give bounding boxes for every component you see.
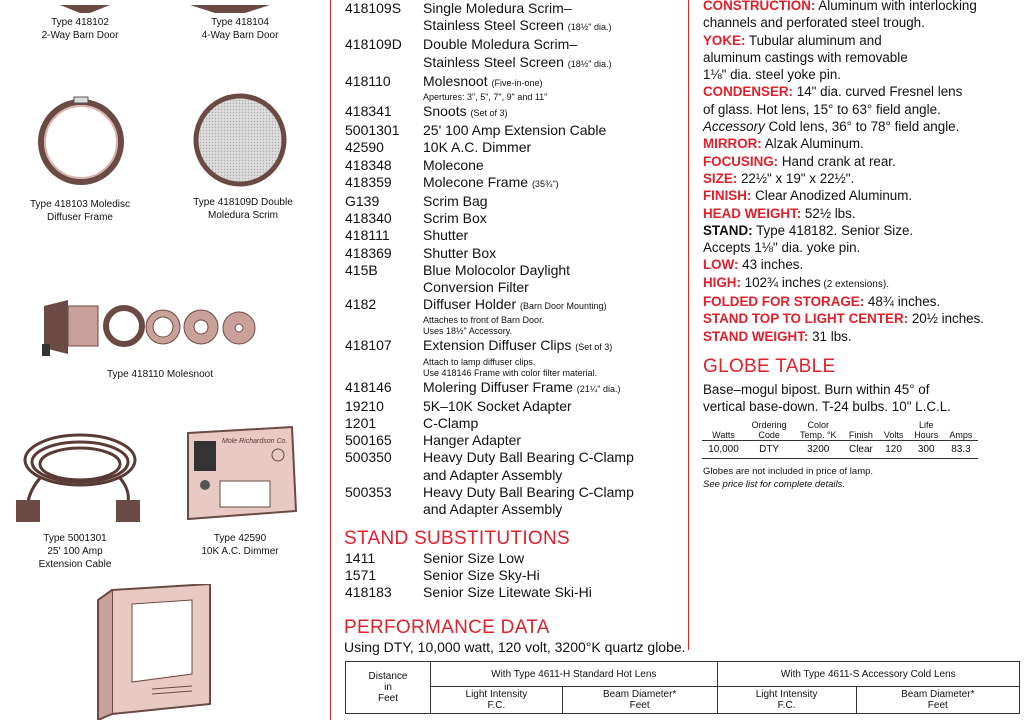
spec-text: 102¾ inches bbox=[740, 274, 821, 290]
globe-header-line: Temp. °K bbox=[799, 430, 837, 440]
accessory-line: Single Moledura Scrim– bbox=[423, 0, 572, 16]
accessory-note: (Barn Door Mounting) bbox=[520, 301, 607, 312]
globe-header-cell bbox=[793, 420, 843, 441]
accessory-number: 1201 bbox=[345, 415, 377, 432]
accessory-number: 418340 bbox=[345, 210, 392, 227]
accessory-item bbox=[345, 398, 685, 415]
spec-label: CONDENSER: bbox=[703, 84, 794, 100]
globe-header-cell bbox=[702, 420, 745, 441]
spec-line bbox=[703, 293, 1023, 310]
accessory-line: Heavy Duty Ball Bearing C-Clamp bbox=[423, 483, 634, 500]
spec-note: (2 extensions). bbox=[820, 278, 889, 290]
accessory-description bbox=[423, 398, 685, 415]
light-intensity-header: Light Intensity F.C. bbox=[431, 687, 563, 714]
accessory-subnote: Attaches to front of Barn Door. bbox=[423, 315, 545, 326]
accessory-line: 10K A.C. Dimmer bbox=[423, 139, 532, 156]
spec-label: FOCUSING: bbox=[703, 153, 779, 169]
spec-text: 20½ inches. bbox=[908, 311, 985, 327]
accessory-line: Snoots (Set of 3) bbox=[423, 103, 508, 120]
accessory-item bbox=[345, 0, 685, 36]
accessory-description bbox=[423, 210, 685, 227]
accessory-line: Scrim Box bbox=[423, 210, 487, 227]
specifications-list bbox=[703, 0, 1023, 345]
globe-note-italic: See price list for complete details. bbox=[703, 479, 846, 490]
spec-line bbox=[703, 135, 1023, 152]
accessory-line: Molesnoot (Five-in-one) bbox=[423, 72, 543, 89]
accessory-subnote: Attach to lamp diffuser clips. bbox=[423, 356, 536, 367]
accessory-description bbox=[423, 227, 685, 244]
caption-418102: Type 418102 2-Way Barn Door bbox=[41, 17, 119, 41]
stand-sub-row: 1571 Senior Size Sky-Hi bbox=[345, 567, 540, 584]
stand-sub-row: 418183 Senior Size Litewate Ski-Hi bbox=[345, 584, 592, 601]
accessory-note: (18½" dia.) bbox=[567, 58, 612, 69]
accessory-number: 418107 bbox=[345, 337, 392, 354]
spec-text: 22½" x 19" x 22½". bbox=[737, 170, 855, 186]
performance-subtitle: Using DTY, 10,000 watt, 120 volt, 3200°K quartz globe. bbox=[344, 639, 686, 655]
globe-table-title: GLOBE TABLE bbox=[703, 356, 836, 377]
spec-text: Accepts 1⅛" dia. yoke pin. bbox=[703, 240, 861, 256]
accessory-description bbox=[423, 73, 685, 103]
spec-line bbox=[703, 49, 1023, 66]
accessory-item bbox=[345, 73, 685, 103]
barn-door-2way-image bbox=[55, 0, 115, 8]
spec-label: MIRROR: bbox=[703, 136, 762, 152]
spec-line bbox=[703, 256, 1023, 273]
accessory-line: and Adapter Assembly bbox=[423, 501, 563, 518]
accessory-description bbox=[423, 0, 685, 36]
caption-418103: Type 418103 Moledisc Diffuser Frame bbox=[29, 199, 131, 223]
accessory-description bbox=[423, 174, 685, 193]
globe-cell: Clear bbox=[848, 444, 873, 455]
stand-sub-row: 1411 Senior Size Low bbox=[345, 550, 525, 566]
spec-line bbox=[703, 32, 1023, 49]
accessory-description bbox=[423, 262, 685, 296]
accessory-item bbox=[345, 122, 685, 139]
spec-label: SIZE: bbox=[703, 170, 738, 186]
accessories-list bbox=[345, 0, 685, 518]
accessory-number: 418341 bbox=[345, 103, 392, 120]
accessory-number: 500350 bbox=[345, 449, 392, 466]
accessory-note: (Five-in-one) bbox=[491, 77, 543, 88]
accessory-number: 5001301 bbox=[345, 122, 400, 139]
performance-table bbox=[345, 661, 1020, 714]
accessory-line: Extension Diffuser Clips (Set of 3) bbox=[423, 337, 613, 354]
accessory-line: Blue Molocolor Daylight bbox=[423, 261, 571, 278]
spec-text: Type 418182. Senior Size. bbox=[752, 222, 914, 238]
accessory-item bbox=[345, 139, 685, 156]
accessory-item bbox=[345, 36, 685, 72]
spec-label: STAND: bbox=[703, 222, 753, 238]
accessory-line: 5K–10K Socket Adapter bbox=[423, 397, 572, 414]
spec-label: STAND WEIGHT: bbox=[703, 328, 809, 344]
accessory-description bbox=[423, 432, 685, 449]
spec-line bbox=[703, 153, 1023, 170]
spec-line bbox=[703, 170, 1023, 187]
globe-header-cell bbox=[909, 420, 944, 441]
performance-data-title: PERFORMANCE DATA bbox=[344, 617, 550, 638]
spec-label: STAND TOP TO LIGHT CENTER: bbox=[703, 311, 909, 327]
accessory-number: 418348 bbox=[345, 156, 392, 173]
light-intensity-header: Light Intensity F.C. bbox=[717, 687, 856, 714]
accessory-line: Shutter Box bbox=[423, 244, 497, 261]
spec-label: LOW: bbox=[703, 257, 739, 273]
spec-label: HIGH: bbox=[703, 274, 741, 290]
caption-5001301: Type 5001301 25' 100 Amp Extension Cable bbox=[38, 533, 112, 570]
accessory-description bbox=[423, 379, 685, 398]
accessory-line: Molecone Frame (35¾") bbox=[423, 173, 559, 190]
dimmer-brand-label: Mole Richardson Co. bbox=[222, 438, 288, 445]
accessory-note: (Set of 3) bbox=[575, 342, 613, 353]
globe-table bbox=[702, 420, 978, 459]
spec-line bbox=[703, 118, 1023, 135]
globe-header-line: Color bbox=[807, 420, 829, 430]
spec-line bbox=[703, 310, 1023, 327]
accessory-description bbox=[423, 337, 685, 378]
spec-line bbox=[703, 239, 1023, 256]
spec-text: 48¾ inches. bbox=[864, 294, 941, 310]
accessory-line: and Adapter Assembly bbox=[423, 466, 563, 483]
globe-header-line: Ordering bbox=[751, 420, 787, 430]
accessory-line: Hanger Adapter bbox=[423, 432, 522, 449]
distance-header: Distance in Feet bbox=[346, 662, 431, 714]
accessory-subnote: Uses 18½" Accessory. bbox=[423, 326, 513, 337]
spec-text: channels and perforated steel trough. bbox=[703, 15, 925, 31]
spec-text: 52½ lbs. bbox=[801, 205, 856, 221]
spec-line bbox=[703, 83, 1023, 100]
hot-lens-header: With Type 4611-H Standard Hot Lens bbox=[431, 662, 718, 687]
accessory-number: 4182 bbox=[345, 296, 377, 313]
accessory-line: Molering Diffuser Frame (21¼" dia.) bbox=[423, 378, 621, 395]
accessory-description bbox=[423, 193, 685, 210]
accessory-description bbox=[423, 449, 685, 483]
column-divider-left bbox=[330, 0, 331, 720]
accessory-note: (35¾") bbox=[531, 178, 559, 189]
accessory-subnote: Use 418146 Frame with color filter material. bbox=[423, 367, 598, 378]
accessory-item bbox=[345, 157, 685, 174]
spec-text: 31 lbs. bbox=[808, 328, 852, 344]
accessory-description bbox=[423, 36, 685, 72]
accessory-line: Shutter bbox=[423, 227, 469, 244]
accessory-number: 19210 bbox=[345, 397, 384, 414]
beam-diameter-header: Beam Diameter* Feet bbox=[562, 687, 717, 714]
accessory-number: 418109S bbox=[345, 0, 402, 16]
accessory-number: 500353 bbox=[345, 483, 392, 500]
caption-418110: Type 418110 Molesnoot bbox=[106, 369, 213, 380]
globe-table-row bbox=[702, 441, 978, 459]
caption-42590: Type 42590 10K A.C. Dimmer bbox=[201, 533, 279, 557]
accessory-number: 418110 bbox=[345, 72, 391, 89]
accessory-number: G139 bbox=[345, 193, 380, 210]
accessory-description bbox=[423, 122, 685, 139]
accessory-line: Molecone bbox=[423, 156, 484, 173]
spec-line bbox=[703, 66, 1023, 83]
spec-line bbox=[703, 205, 1023, 222]
accessory-item bbox=[345, 484, 685, 518]
spec-line bbox=[703, 101, 1023, 118]
accessory-description bbox=[423, 484, 685, 518]
globe-header-line: Volts bbox=[883, 430, 904, 440]
accessory-line: 25' 100 Amp Extension Cable bbox=[423, 122, 607, 139]
accessory-description bbox=[423, 103, 685, 122]
accessory-item bbox=[345, 103, 685, 122]
globe-header-line: Life bbox=[918, 420, 934, 430]
spec-text: Tubular aluminum and bbox=[745, 32, 882, 48]
spec-italic: Accessory bbox=[703, 119, 765, 135]
accessory-line: Stainless Steel Screen (18½" dia.) bbox=[423, 53, 612, 70]
globe-header-line: Finish bbox=[848, 430, 873, 440]
spec-line bbox=[703, 0, 1023, 14]
accessory-item bbox=[345, 379, 685, 398]
accessory-line: Double Moledura Scrim– bbox=[423, 36, 578, 53]
accessory-item bbox=[345, 415, 685, 432]
accessory-item bbox=[345, 337, 685, 378]
accessory-line: Scrim Bag bbox=[423, 193, 488, 210]
accessory-item bbox=[345, 227, 685, 244]
accessory-number: 418109D bbox=[345, 36, 402, 53]
accessory-line: Stainless Steel Screen (18½" dia.) bbox=[423, 17, 612, 34]
globe-cell: DTY bbox=[759, 444, 780, 455]
spec-label: HEAD WEIGHT: bbox=[703, 205, 802, 221]
spec-line bbox=[703, 187, 1023, 204]
accessory-number: 418111 bbox=[345, 227, 390, 244]
moledisc-diffuser-frame-image bbox=[36, 90, 126, 190]
globe-header-line: Hours bbox=[914, 430, 939, 440]
accessory-description bbox=[423, 139, 685, 156]
accessory-line: Diffuser Holder (Barn Door Mounting) bbox=[423, 296, 607, 313]
accessory-subnote: Apertures: 3", 5", 7", 9" and 11" bbox=[423, 92, 548, 103]
globe-cell: 3200 bbox=[807, 444, 830, 455]
globe-header-cell bbox=[879, 420, 909, 441]
spec-label: YOKE: bbox=[703, 32, 746, 48]
spec-label: FOLDED FOR STORAGE: bbox=[703, 294, 865, 310]
accessory-note: (21¼" dia.) bbox=[576, 383, 621, 394]
globe-header-line: Amps bbox=[949, 430, 973, 440]
accessory-note: (Set of 3) bbox=[470, 108, 508, 119]
accessory-item bbox=[345, 262, 685, 296]
accessory-line: Conversion Filter bbox=[423, 279, 529, 296]
spec-text: 14" dia. curved Fresnel lens bbox=[793, 84, 963, 100]
spec-line bbox=[703, 222, 1023, 239]
globe-cell: 10,000 bbox=[708, 444, 739, 455]
spec-line bbox=[703, 328, 1023, 345]
accessory-item bbox=[345, 296, 685, 337]
beam-diameter-header: Beam Diameter* Feet bbox=[856, 687, 1019, 714]
accessory-item bbox=[345, 210, 685, 227]
globe-description: Base–mogul bipost. Burn within 45° of vertical base-down. T-24 bulbs. 10" L.C.L. bbox=[703, 382, 951, 415]
accessory-number: 500165 bbox=[345, 432, 392, 449]
accessory-item bbox=[345, 245, 685, 262]
globe-header-cell bbox=[843, 420, 878, 441]
accessory-description bbox=[423, 245, 685, 262]
spec-text: Hand crank at rear. bbox=[778, 153, 896, 169]
globe-table-header bbox=[702, 420, 978, 441]
globe-header-line: Code bbox=[758, 430, 780, 440]
spec-text: Aluminum with interlocking bbox=[815, 0, 977, 13]
column-divider-right bbox=[688, 0, 689, 650]
accessory-line: C-Clamp bbox=[423, 415, 479, 432]
accessory-item bbox=[345, 449, 685, 483]
spec-text: Cold lens, 36° to 78° field angle. bbox=[764, 119, 960, 135]
spec-line bbox=[703, 14, 1023, 31]
globe-cell: 120 bbox=[885, 444, 902, 455]
spec-text: aluminum castings with removable bbox=[703, 49, 908, 65]
shutter-box-image bbox=[92, 584, 222, 720]
spec-text: 1⅛" dia. steel yoke pin. bbox=[703, 67, 841, 83]
spec-text: Clear Anodized Aluminum. bbox=[751, 188, 913, 204]
accessory-number: 42590 bbox=[345, 139, 384, 156]
spec-label: CONSTRUCTION: bbox=[703, 0, 816, 13]
accessory-description bbox=[423, 157, 685, 174]
spec-text: 43 inches. bbox=[738, 257, 804, 273]
accessory-description bbox=[423, 415, 685, 432]
accessory-item bbox=[345, 193, 685, 210]
accessory-number: 418369 bbox=[345, 244, 392, 261]
accessory-item bbox=[345, 174, 685, 193]
double-moledura-scrim-image bbox=[190, 90, 290, 190]
spec-line bbox=[703, 274, 1023, 293]
accessory-number: 418359 bbox=[345, 173, 392, 190]
accessory-description bbox=[423, 296, 685, 337]
globe-header-cell bbox=[944, 420, 978, 441]
accessory-note: (18½" dia.) bbox=[567, 22, 612, 33]
accessory-number: 418146 bbox=[345, 378, 392, 395]
extension-cable-image bbox=[10, 420, 150, 525]
caption-418109D: Type 418109D Double Moledura Scrim bbox=[193, 197, 293, 221]
accessory-item bbox=[345, 432, 685, 449]
stand-substitutions-list bbox=[345, 550, 685, 602]
accessory-line: Heavy Duty Ball Bearing C-Clamp bbox=[423, 449, 634, 466]
spec-text: Alzak Aluminum. bbox=[761, 136, 864, 152]
molesnoot-image bbox=[38, 296, 258, 358]
spec-label: FINISH: bbox=[703, 188, 752, 204]
globe-note: Globes are not included in price of lamp. bbox=[703, 466, 874, 477]
globe-header-cell bbox=[745, 420, 793, 441]
stand-substitutions-title: STAND SUBSTITUTIONS bbox=[344, 528, 570, 549]
accessory-number: 415B bbox=[345, 261, 378, 278]
globe-cell: 83.3 bbox=[951, 444, 971, 455]
barn-door-4way-image bbox=[185, 0, 275, 8]
globe-cell: 300 bbox=[917, 444, 935, 455]
spec-text: of glass. Hot lens, 15° to 63° field angle. bbox=[703, 101, 941, 117]
cold-lens-header: With Type 4611-S Accessory Cold Lens bbox=[717, 662, 1019, 687]
globe-header-line: Watts bbox=[712, 430, 735, 440]
caption-418104: Type 418104 4-Way Barn Door bbox=[201, 17, 279, 41]
